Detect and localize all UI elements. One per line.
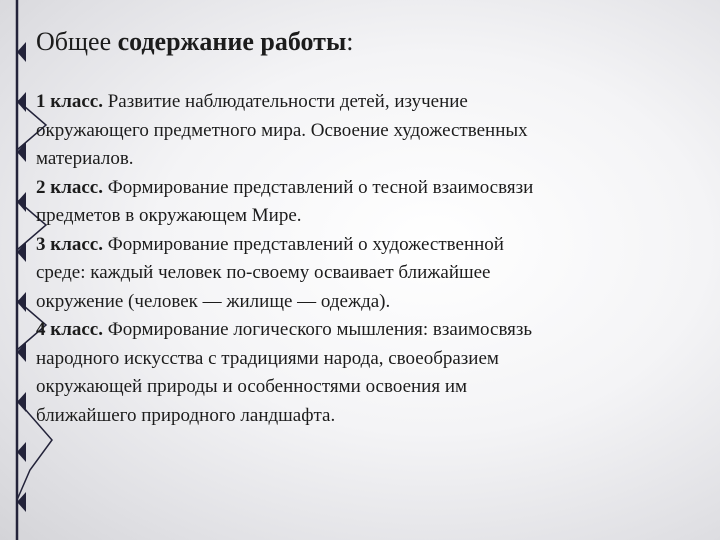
title-colon: :	[346, 27, 354, 56]
line-text: Формирование логического мышления: взаимосвязь	[102, 319, 533, 340]
line-text: окружающего предметного мира. Освоение художественных	[36, 119, 528, 141]
line-text: окружающей природы и особенностями освоения им	[36, 376, 468, 397]
line-text: Формирование представлений о художественной	[102, 233, 504, 255]
grade-label: 4 класс.	[36, 319, 103, 340]
grade-label: 1 класс.	[36, 91, 103, 112]
grade-label: 3 класс.	[36, 233, 103, 255]
line-text: Развитие наблюдательности детей, изучение	[102, 91, 468, 112]
line-text: Формирование представлений о тесной взаимосвязи	[102, 176, 534, 198]
text-line	[36, 231, 696, 260]
line-text: окружение (человек — жилище — одежда).	[36, 290, 391, 312]
line-text: предметов в окружающем Мире.	[36, 205, 302, 226]
text-line	[36, 402, 696, 431]
text-line	[36, 316, 696, 345]
text-line	[36, 88, 696, 117]
text-line	[36, 288, 696, 317]
line-text: ближайшего природного ландшафта.	[36, 404, 336, 426]
text-line	[36, 373, 696, 402]
slide-title	[36, 22, 354, 62]
text-line	[36, 259, 696, 288]
text-line	[36, 345, 696, 374]
text-line	[36, 202, 696, 231]
text-line	[36, 117, 696, 146]
grade-label: 2 класс.	[36, 176, 103, 198]
slide-body-text	[36, 88, 696, 430]
line-text: среде: каждый человек по-своему осваивает ближайшее	[36, 262, 491, 283]
title-normal: Общее	[36, 27, 118, 56]
text-line	[36, 174, 696, 203]
text-line	[36, 145, 696, 174]
line-text: народного искусства с традициями народа, своеобразием	[36, 347, 499, 369]
title-bold: содержание работы	[117, 27, 347, 56]
line-text: материалов.	[36, 148, 134, 169]
